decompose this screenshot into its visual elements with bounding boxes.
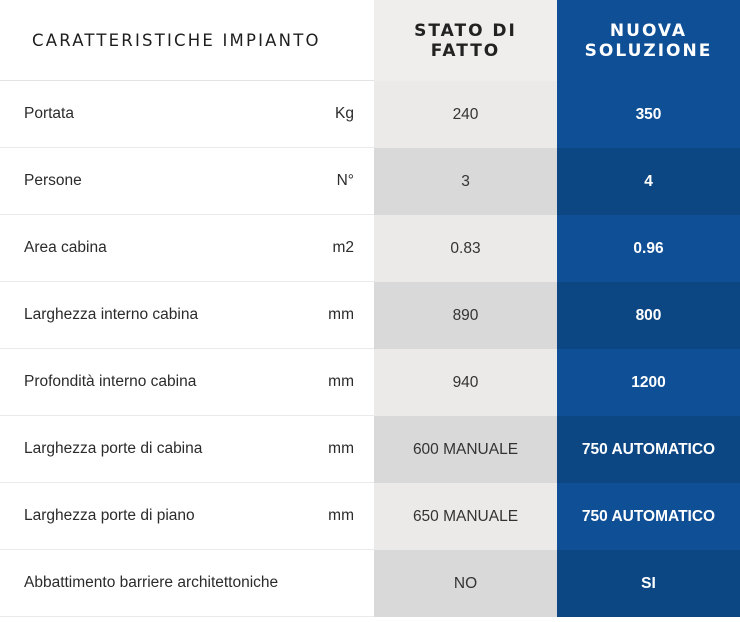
row-unit: mm	[328, 306, 354, 323]
row-label: Larghezza porte di piano	[24, 507, 195, 524]
row-label-cell	[0, 148, 374, 215]
row-new-value: 350	[557, 81, 740, 148]
row-new-value: 1200	[557, 349, 740, 416]
row-new-value: 0.96	[557, 215, 740, 282]
header-old-state	[374, 0, 557, 81]
row-new-value: 4	[557, 148, 740, 215]
row-label-cell	[0, 81, 374, 148]
table-row	[0, 282, 740, 349]
row-unit: Kg	[335, 105, 354, 122]
row-new-value: 750 AUTOMATICO	[557, 483, 740, 550]
row-new-value: SI	[557, 550, 740, 617]
header-new-solution	[557, 0, 740, 81]
row-unit: mm	[328, 440, 354, 457]
row-label-cell	[0, 282, 374, 349]
row-label: Larghezza porte di cabina	[24, 440, 203, 457]
row-label: Portata	[24, 105, 74, 122]
row-label: Larghezza interno cabina	[24, 306, 199, 323]
header-title-cell	[0, 0, 374, 81]
header-old-line2: FATTO	[430, 40, 501, 61]
table-row	[0, 349, 740, 416]
row-new-value: 750 AUTOMATICO	[557, 416, 740, 483]
table-row	[0, 416, 740, 483]
row-label-cell	[0, 550, 374, 617]
table-row	[0, 81, 740, 148]
row-label-cell	[0, 416, 374, 483]
row-old-value: 600 MANUALE	[374, 416, 557, 483]
row-label-cell	[0, 349, 374, 416]
row-old-value: 650 MANUALE	[374, 483, 557, 550]
row-label: Abbattimento barriere architettoniche	[24, 574, 279, 591]
row-label-cell	[0, 483, 374, 550]
table-row	[0, 148, 740, 215]
header-old-line1: STATO DI	[414, 20, 517, 41]
row-old-value: 890	[374, 282, 557, 349]
row-old-value: 940	[374, 349, 557, 416]
row-label: Area cabina	[24, 239, 107, 256]
row-unit: mm	[328, 373, 354, 390]
row-label: Profondità interno cabina	[24, 373, 197, 390]
table-row	[0, 483, 740, 550]
row-unit: N°	[336, 172, 354, 189]
row-label-cell	[0, 215, 374, 282]
row-old-value: NO	[374, 550, 557, 617]
row-old-value: 0.83	[374, 215, 557, 282]
table-title: CARATTERISTICHE IMPIANTO	[32, 30, 321, 50]
table-header	[0, 0, 740, 81]
table-row	[0, 550, 740, 617]
table-row	[0, 215, 740, 282]
row-unit: m2	[332, 239, 354, 256]
row-label: Persone	[24, 172, 82, 189]
row-unit: mm	[328, 507, 354, 524]
row-new-value: 800	[557, 282, 740, 349]
row-old-value: 240	[374, 81, 557, 148]
row-old-value: 3	[374, 148, 557, 215]
header-new-line1: NUOVA	[609, 20, 688, 41]
header-new-line2: SOLUZIONE	[584, 40, 713, 61]
